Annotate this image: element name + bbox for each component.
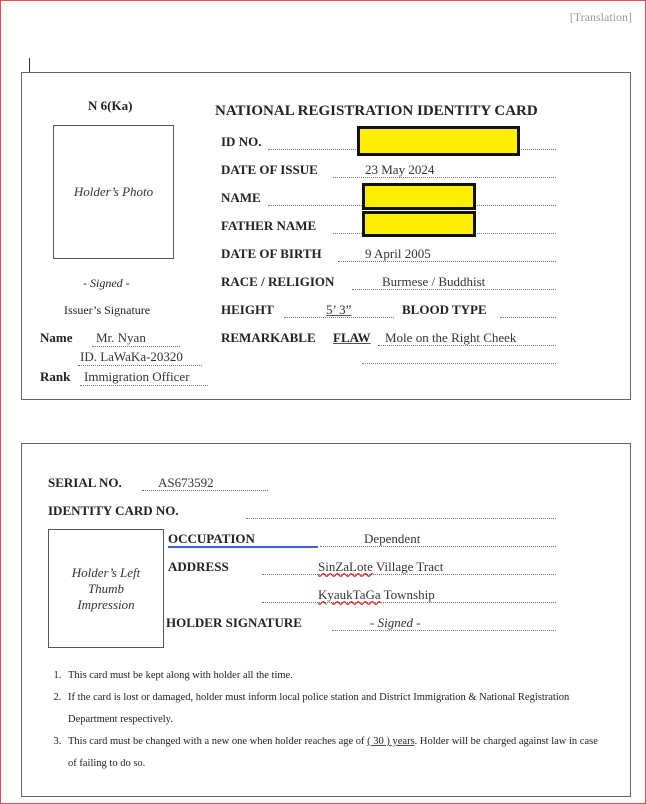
identity-card-no-label: IDENTITY CARD NO. xyxy=(48,503,179,518)
height-label: HEIGHT xyxy=(221,302,274,317)
occupation-label: OCCUPATION xyxy=(168,531,255,546)
address-line-2-value xyxy=(318,587,435,603)
name-redaction xyxy=(362,183,476,210)
date-of-birth-label: DATE OF BIRTH xyxy=(221,246,322,261)
serial-line xyxy=(142,490,268,491)
blood-type-line xyxy=(500,317,556,318)
issuer-signature-label: Issuer’s Signature xyxy=(64,303,151,317)
occupation-line xyxy=(320,546,556,547)
holder-signature-line xyxy=(332,630,556,631)
date-of-issue-value: 23 May 2024 xyxy=(365,162,435,177)
issuer-name: Mr. Nyan xyxy=(96,330,146,345)
issuer-id-line xyxy=(78,365,202,366)
serial-label: SERIAL NO. xyxy=(48,475,122,490)
height-value: 5’ 3” xyxy=(326,302,352,317)
note-3-age: ( 30 ) years xyxy=(367,736,415,747)
father-name-label: FATHER NAME xyxy=(221,218,317,233)
village-tract-suffix: Village Tract xyxy=(372,559,444,574)
issuer-name-label: Name xyxy=(40,330,73,345)
issuer-id: ID. LaWaKa-20320 xyxy=(80,349,183,364)
note-1: 1. This card must be kept along with holder all the time. xyxy=(64,665,598,687)
date-of-issue-label: DATE OF ISSUE xyxy=(221,162,318,177)
address-line-1-value xyxy=(318,559,443,575)
note-3 xyxy=(64,731,598,775)
issuer-name-line xyxy=(92,346,180,347)
issuer-signed: - Signed - xyxy=(83,276,130,290)
blood-type-label: BLOOD TYPE xyxy=(402,302,487,317)
id-no-label: ID NO. xyxy=(221,134,262,149)
holder-photo-box xyxy=(53,125,174,259)
serial-value: AS673592 xyxy=(158,475,214,490)
id-no-redaction xyxy=(357,126,520,156)
remarkable-label: REMARKABLE xyxy=(221,330,316,345)
occupation-underline xyxy=(168,546,318,548)
flaw-label: FLAW xyxy=(333,330,371,345)
card-notes xyxy=(48,665,598,775)
township-name: KyaukTaGa xyxy=(318,587,381,602)
father-name-redaction xyxy=(362,211,476,237)
race-religion-label: RACE / RELIGION xyxy=(221,274,335,289)
issuer-rank-line xyxy=(80,385,208,386)
occupation-value: Dependent xyxy=(364,531,421,546)
name-label: NAME xyxy=(221,190,261,205)
address-label: ADDRESS xyxy=(168,559,229,574)
note-3-start: This card must be changed with a new one when holder reaches age of xyxy=(68,736,368,747)
remarkable-flaw-value: Mole on the Right Cheek xyxy=(385,330,517,345)
holder-signed: - Signed - xyxy=(370,615,421,630)
thumb-impression-box xyxy=(48,529,164,648)
remarkable-flaw-line-2 xyxy=(362,363,556,364)
translation-label: [Translation] xyxy=(569,10,632,24)
note-3-end: . Holder will be charged against law in case of failing to do so. xyxy=(68,736,598,769)
race-religion-value: Burmese / Buddhist xyxy=(382,274,486,289)
issuer-rank: Immigration Officer xyxy=(84,369,190,384)
note-2: 2. If the card is lost or damaged, holder must inform local police station and District Immigration & National Registration Department respectively. xyxy=(64,687,598,731)
card-title: NATIONAL REGISTRATION IDENTITY CARD xyxy=(215,103,538,119)
date-of-birth-value: 9 April 2005 xyxy=(365,246,431,261)
identity-card-no-line xyxy=(246,518,556,519)
form-number: N 6(Ka) xyxy=(88,98,133,113)
holder-photo-label: Holder’s Photo xyxy=(73,184,154,199)
village-tract-name: SinZaLote xyxy=(318,559,373,574)
holder-signature-label: HOLDER SIGNATURE xyxy=(166,615,302,630)
thumb-impression-label: Holder’s Left Thumb Impression xyxy=(71,564,141,612)
text-cursor xyxy=(29,58,30,72)
township-suffix: Township xyxy=(380,587,435,602)
issuer-rank-label: Rank xyxy=(40,369,71,384)
